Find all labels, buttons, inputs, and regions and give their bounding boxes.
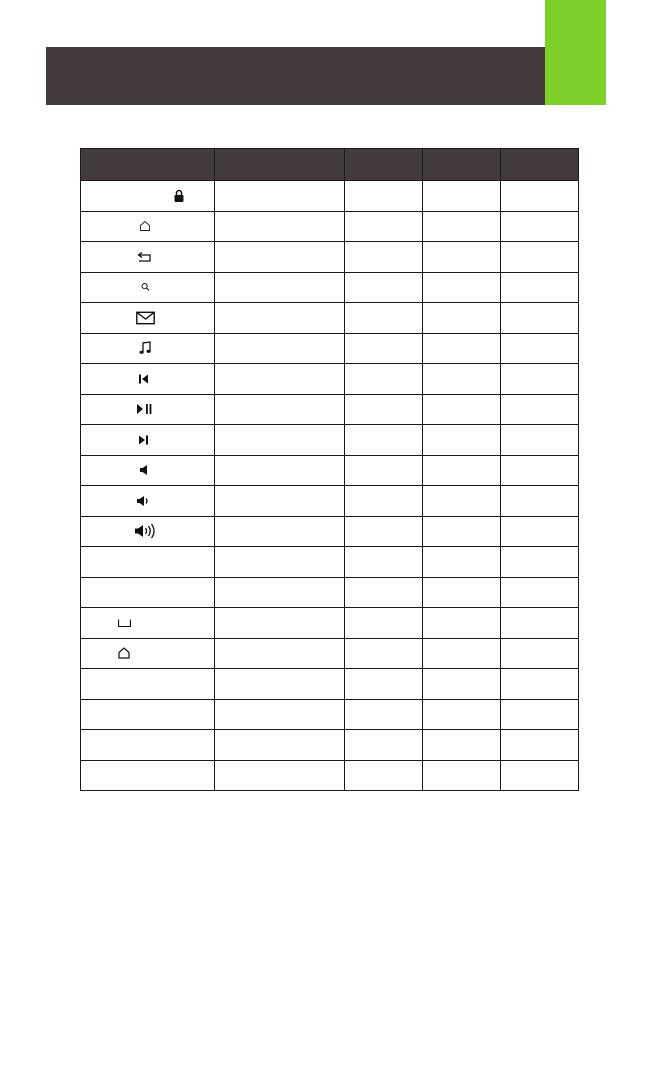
table-cell (215, 425, 345, 456)
table-row (81, 394, 579, 425)
hotkey-table (80, 148, 579, 791)
key-cell (81, 333, 215, 364)
table-cell (345, 760, 423, 791)
table-cell (345, 699, 423, 730)
table-cell (345, 608, 423, 639)
table-cell (501, 760, 579, 791)
table-row (81, 455, 579, 486)
column-header (345, 149, 423, 181)
table-cell (423, 272, 501, 303)
table-cell (345, 730, 423, 761)
table-body (81, 181, 579, 791)
key-cell (81, 730, 215, 761)
table-row (81, 181, 579, 212)
table-cell (423, 699, 501, 730)
music-note-icon (139, 341, 151, 355)
play-pause-icon (137, 404, 152, 414)
table-cell (501, 608, 579, 639)
table-cell (423, 547, 501, 578)
home-outline-icon (139, 221, 151, 232)
table-cell (423, 516, 501, 547)
key-cell (81, 181, 215, 212)
key-cell (81, 577, 215, 608)
volume-up-icon (135, 523, 157, 539)
key-cell (81, 394, 215, 425)
table-cell (215, 211, 345, 242)
key-cell (81, 425, 215, 456)
key-cell (81, 455, 215, 486)
column-header (501, 149, 579, 181)
key-cell (81, 699, 215, 730)
table-cell (423, 760, 501, 791)
table-cell (423, 486, 501, 517)
column-header (423, 149, 501, 181)
table-row (81, 303, 579, 334)
key-cell (81, 303, 215, 334)
table-cell (501, 394, 579, 425)
key-cell (81, 211, 215, 242)
table-cell (215, 608, 345, 639)
table-row (81, 486, 579, 517)
table-cell (501, 272, 579, 303)
table-cell (215, 272, 345, 303)
key-cell (81, 272, 215, 303)
table-cell (345, 272, 423, 303)
table-row (81, 730, 579, 761)
table-cell (345, 638, 423, 669)
table-cell (345, 303, 423, 334)
table-row (81, 760, 579, 791)
table-cell (423, 303, 501, 334)
table-cell (501, 486, 579, 517)
table-row (81, 211, 579, 242)
table-cell (215, 730, 345, 761)
table-cell (501, 181, 579, 212)
key-cell (81, 547, 215, 578)
table-cell (501, 547, 579, 578)
table-cell (423, 211, 501, 242)
table-cell (423, 669, 501, 700)
table-row (81, 425, 579, 456)
table-cell (345, 242, 423, 273)
table-cell (423, 577, 501, 608)
table-cell (501, 333, 579, 364)
table-cell (501, 669, 579, 700)
table-row (81, 608, 579, 639)
table-cell (215, 760, 345, 791)
table-cell (501, 425, 579, 456)
table-row (81, 242, 579, 273)
table-cell (215, 242, 345, 273)
home-icon (118, 647, 130, 659)
table-cell (423, 242, 501, 273)
table-cell (423, 364, 501, 395)
table-cell (215, 699, 345, 730)
column-header (81, 149, 215, 181)
table-cell (215, 303, 345, 334)
table-row (81, 333, 579, 364)
key-cell (81, 608, 215, 639)
key-cell (81, 516, 215, 547)
table-cell (345, 181, 423, 212)
table-cell (345, 364, 423, 395)
table-header (81, 149, 579, 181)
lock-icon (174, 189, 184, 202)
table-cell (345, 486, 423, 517)
table-cell (345, 394, 423, 425)
table-cell (215, 638, 345, 669)
table-cell (345, 577, 423, 608)
table-cell (345, 516, 423, 547)
section-header-bar (46, 47, 545, 105)
table-cell (345, 211, 423, 242)
key-cell (81, 760, 215, 791)
table-cell (501, 303, 579, 334)
table-cell (215, 364, 345, 395)
previous-track-icon (139, 374, 149, 383)
key-cell (81, 486, 215, 517)
mute-icon (140, 465, 148, 475)
table-cell (423, 455, 501, 486)
table-cell (423, 608, 501, 639)
table-cell (423, 181, 501, 212)
table-cell (501, 516, 579, 547)
table-cell (345, 547, 423, 578)
table-cell (423, 730, 501, 761)
table-cell (501, 364, 579, 395)
table-cell (501, 242, 579, 273)
column-header (215, 149, 345, 181)
table-row (81, 699, 579, 730)
table-cell (345, 333, 423, 364)
table-cell (501, 455, 579, 486)
table-cell (215, 516, 345, 547)
table-cell (423, 425, 501, 456)
table-cell (345, 425, 423, 456)
table-row (81, 272, 579, 303)
enter-key-icon (118, 618, 131, 627)
table-cell (215, 455, 345, 486)
table-cell (345, 455, 423, 486)
table-row (81, 577, 579, 608)
key-cell (81, 242, 215, 273)
table-cell (501, 730, 579, 761)
table-cell (501, 211, 579, 242)
table-cell (215, 547, 345, 578)
key-cell (81, 669, 215, 700)
mail-icon (136, 311, 155, 324)
table-cell (501, 699, 579, 730)
search-icon (141, 283, 150, 292)
table-cell (423, 394, 501, 425)
table-row (81, 364, 579, 395)
table-row (81, 669, 579, 700)
key-cell (81, 638, 215, 669)
table-cell (215, 669, 345, 700)
table-cell (423, 333, 501, 364)
table-cell (423, 638, 501, 669)
table-row (81, 638, 579, 669)
table-cell (501, 577, 579, 608)
table-header-row (81, 149, 579, 181)
table-cell (215, 181, 345, 212)
table-cell (501, 638, 579, 669)
table-cell (215, 577, 345, 608)
table-cell (215, 394, 345, 425)
table-cell (215, 333, 345, 364)
volume-down-icon (137, 495, 150, 506)
table-row (81, 547, 579, 578)
next-track-icon (139, 435, 149, 444)
key-cell (81, 364, 215, 395)
table-cell (215, 486, 345, 517)
table-row (81, 516, 579, 547)
table-cell (345, 669, 423, 700)
section-tab (545, 0, 606, 105)
back-arrow-icon (137, 251, 153, 262)
